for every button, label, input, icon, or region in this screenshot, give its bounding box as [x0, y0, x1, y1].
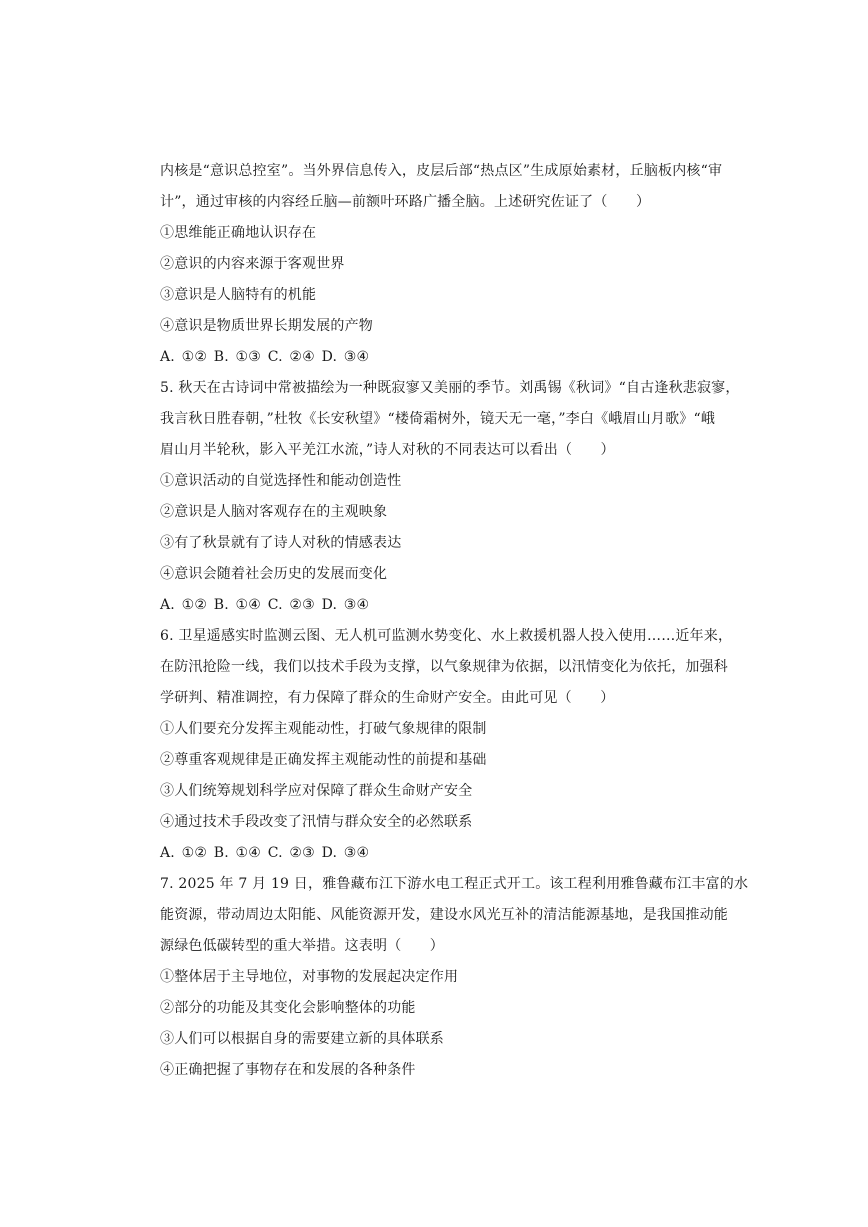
statement-1: ①整体居于主导地位，对事物的发展起决定作用 [160, 969, 459, 985]
question-4-continued [160, 156, 723, 373]
question-text-line: 眉山月半轮秋，影入平羌江水流，”诗人对秋的不同表达可以看出（ ） [160, 442, 615, 458]
question-6 [160, 621, 733, 869]
question-text-line: 内核是“意识总控室”。当外界信息传入，皮层后部“热点区”生成原始素材，丘脑板内核“审 [160, 163, 723, 179]
answer-options: A. ①② B. ①③ C. ②④ D. ③④ [160, 349, 370, 365]
statement-2: ②意识的内容来源于客观世界 [160, 256, 345, 272]
statement-3: ③人们统筹规划科学应对保障了群众生命财产安全 [160, 783, 473, 799]
statement-4: ④正确把握了事物存在和发展的各种条件 [160, 1062, 416, 1078]
question-text-line: 计”，通过审核的内容经丘脑—前额叶环路广播全脑。上述研究佐证了（ ） [160, 194, 651, 210]
question-text-line: 在防汛抢险一线，我们以技术手段为支撑，以气象规律为依据，以汛情变化为依托，加强科 [160, 659, 728, 675]
statement-1: ①人们要充分发挥主观能动性，打破气象规律的限制 [160, 721, 487, 737]
exam-page [160, 156, 749, 1086]
question-text-line: 7. 2025 年 7 月 19 日，雅鲁藏布江下游水电工程正式开工。该工程利用雅鲁藏布江丰富的水 [160, 876, 749, 892]
statement-4: ④通过技术手段改变了汛情与群众安全的必然联系 [160, 814, 473, 830]
statement-2: ②意识是人脑对客观存在的主观映象 [160, 504, 388, 520]
question-text-line: 源绿色低碳转型的重大举措。这表明（ ） [160, 938, 444, 954]
statement-1: ①意识活动的自觉选择性和能动创造性 [160, 473, 402, 489]
question-text-line: 学研判、精准调控，有力保障了群众的生命财产安全。由此可见（ ） [160, 690, 615, 706]
statement-2: ②尊重客观规律是正确发挥主观能动性的前提和基础 [160, 752, 487, 768]
question-text-line: 能资源，带动周边太阳能、风能资源开发，建设水风光互补的清洁能源基地，是我国推动能 [160, 907, 728, 923]
question-7 [160, 869, 749, 1086]
statement-1: ①思维能正确地认识存在 [160, 225, 317, 241]
question-text-line: 我言秋日胜春朝，”杜牧《长安秋望》“楼倚霜树外，镜天无一毫，”李白《峨眉山月歌》“峨 [160, 411, 716, 427]
question-text-line: 5. 秋天在古诗词中常被描绘为一种既寂寥又美丽的季节。刘禹锡《秋词》“自古逢秋悲寂寥， [160, 380, 740, 396]
statement-3: ③意识是人脑特有的机能 [160, 287, 317, 303]
question-5 [160, 373, 740, 621]
answer-options: A. ①② B. ①④ C. ②③ D. ③④ [160, 845, 370, 861]
statement-4: ④意识是物质世界长期发展的产物 [160, 318, 373, 334]
statement-4: ④意识会随着社会历史的发展而变化 [160, 566, 388, 582]
statement-3: ③有了秋景就有了诗人对秋的情感表达 [160, 535, 402, 551]
answer-options: A. ①② B. ①④ C. ②③ D. ③④ [160, 597, 370, 613]
statement-2: ②部分的功能及其变化会影响整体的功能 [160, 1000, 416, 1016]
statement-3: ③人们可以根据自身的需要建立新的具体联系 [160, 1031, 444, 1047]
question-text-line: 6. 卫星遥感实时监测云图、无人机可监测水势变化、水上救援机器人投入使用……近年来， [160, 628, 733, 644]
